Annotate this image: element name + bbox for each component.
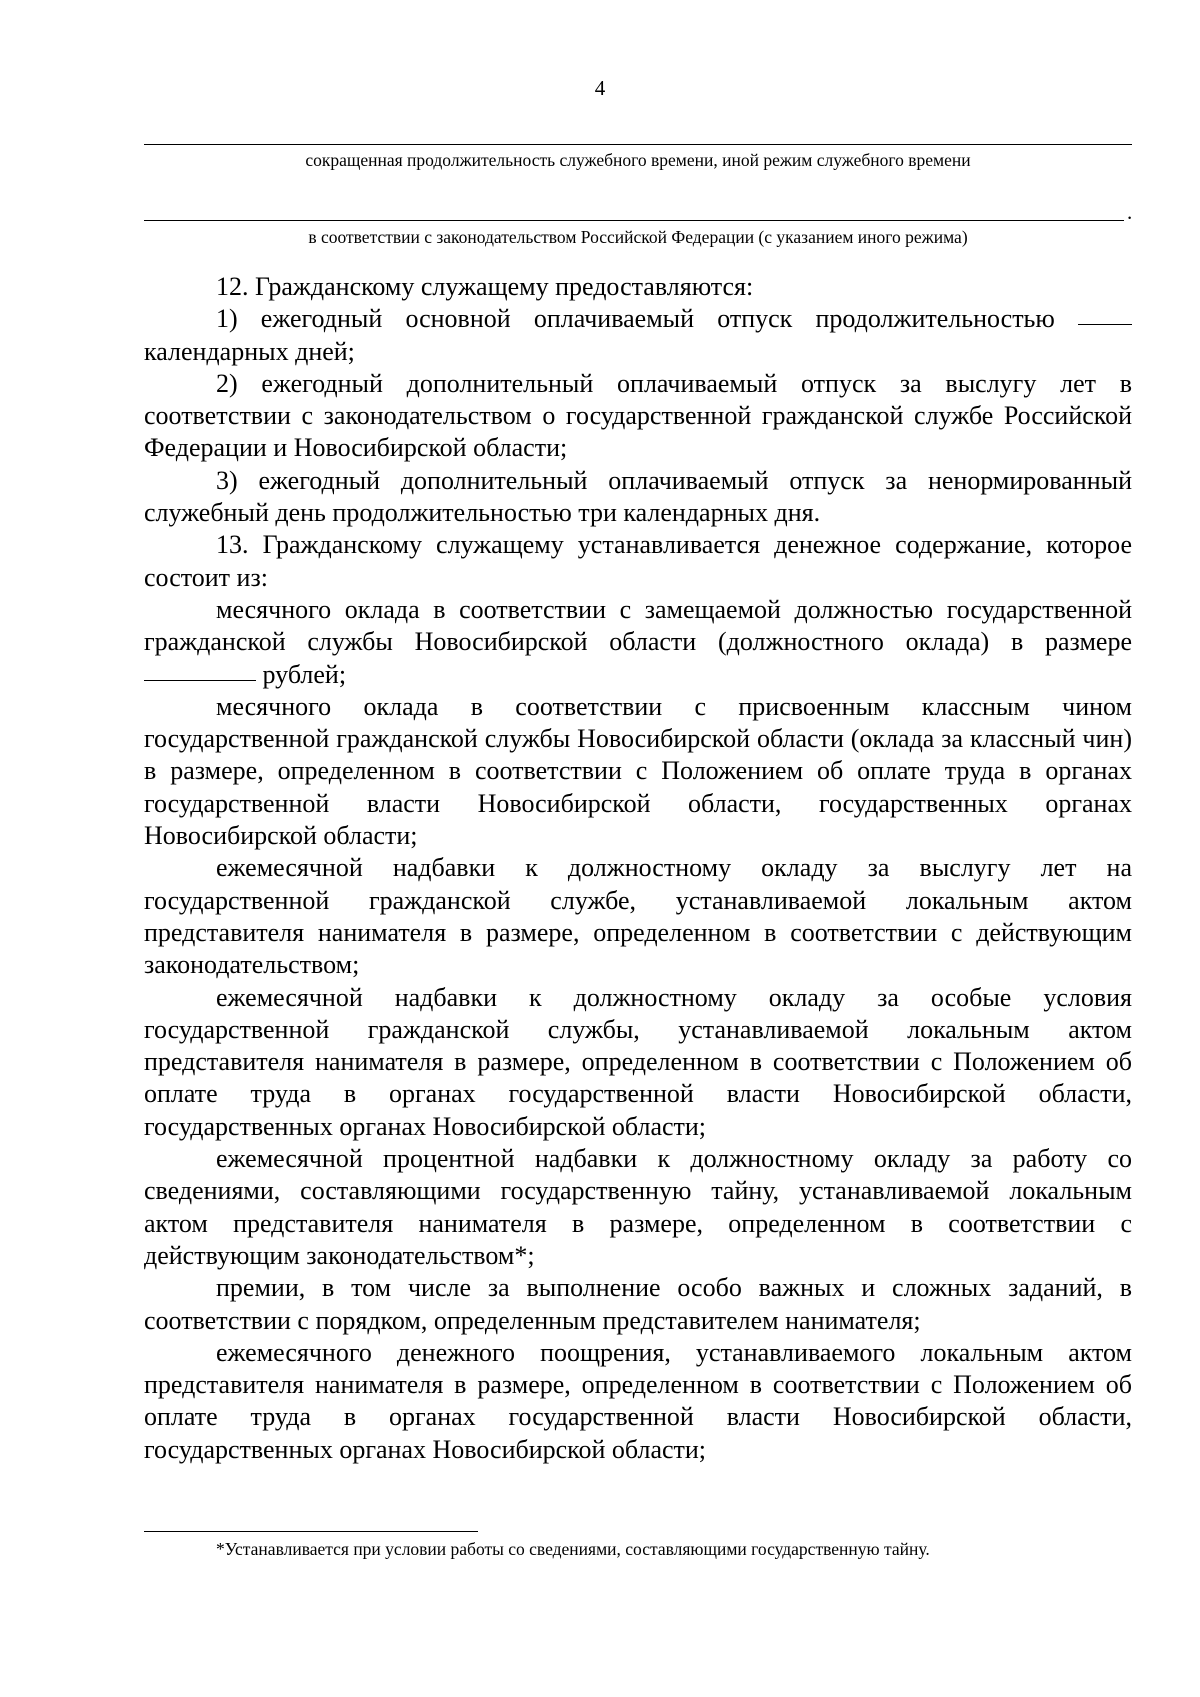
footnote: *Устанавливается при условии работы со сведениями, составляющими государственную тайну.	[216, 1539, 930, 1559]
fill-caption-1: сокращенная продолжительность служебного времени, иной режим служебного времени	[305, 150, 971, 170]
clause-13-special-conditions: ежемесячной надбавки к должностному окладу за особые условия государственной гражданской службы, устанавливаемой локальным актом представителя нанимателя в размере, определенном в соответствии с Положением об оплате труда в органах государственной власти Новосибирской области, государственных органах Новосибирской области;	[144, 982, 1132, 1141]
clause-13-class-rank: месячного оклада в соответствии с присвоенным классным чином государственной гражданской службы Новосибирской области (оклада за классный чин) в размере, определенном в соответствии с Положением об оплате труда в органах государственной власти Новосибирской области, государственных органах Новосибирской области;	[144, 691, 1132, 851]
fill-line-dot: .	[1127, 200, 1133, 224]
clause-12-item-1	[144, 303, 1132, 368]
clause-12-item-1-text: 1) ежегодный основной оплачиваемый отпуск продолжительностью	[216, 304, 1055, 334]
clause-12-item-2: 2) ежегодный дополнительный оплачиваемый отпуск за выслугу лет в соответствии с законодательством о государственной гражданской службе Российской Федерации и Новосибирской области;	[144, 368, 1132, 463]
clause-13-secrecy: ежемесячной процентной надбавки к должностному окладу за работу со сведениями, составляющими государственную тайну, устанавливаемой локальным актом представителя нанимателя в размере, определенном в соответствии с действующим законодательством*;	[144, 1144, 1132, 1270]
fill-line-2	[144, 220, 1124, 221]
page-number: 4	[594, 76, 606, 100]
clause-13-bonus: премии, в том числе за выполнение особо важных и сложных заданий, в соответствии с порядком, определенным представителем нанимателя;	[144, 1273, 1132, 1335]
clause-12-item-3: 3) ежегодный дополнительный оплачиваемый отпуск за ненормированный служебный день продолжительностью три календарных дня.	[144, 465, 1132, 528]
fill-line-1	[144, 144, 1132, 145]
clause-13-seniority: ежемесячной надбавки к должностному окладу за выслугу лет на государственной гражданской службе, устанавливаемой локальным актом представителя нанимателя в размере, определенном в соответствии с действующим законодательством;	[144, 853, 1132, 980]
clause-13-salary-text: месячного оклада в соответствии с замещаемой должностью государственной гражданской службы Новосибирской области (должностного оклада) в размере	[144, 594, 1132, 657]
clause-13: 13. Гражданскому служащему устанавливается денежное содержание, которое состоит из:	[144, 530, 1132, 592]
clause-13-salary-tail: рублей;	[262, 659, 347, 689]
fill-caption-2: в соответствии с законодательством Российской Федерации (с указанием иного режима)	[308, 227, 968, 247]
clause-12: 12. Гражданскому служащему предоставляются:	[216, 272, 754, 301]
vacation-days-blank	[1078, 324, 1132, 325]
clause-13-incentive: ежемесячного денежного поощрения, устанавливаемого локальным актом представителя нанимателя в размере, определенном в соответствии с Положением об оплате труда в органах государственной власти Новосибирской области, государственных органах Новосибирской области;	[144, 1337, 1132, 1464]
footnote-rule	[144, 1531, 478, 1532]
salary-amount-blank	[144, 680, 256, 681]
clause-13-salary	[144, 594, 1132, 691]
clause-12-item-1-tail: календарных дней;	[144, 336, 355, 366]
document-body	[144, 271, 1132, 1466]
